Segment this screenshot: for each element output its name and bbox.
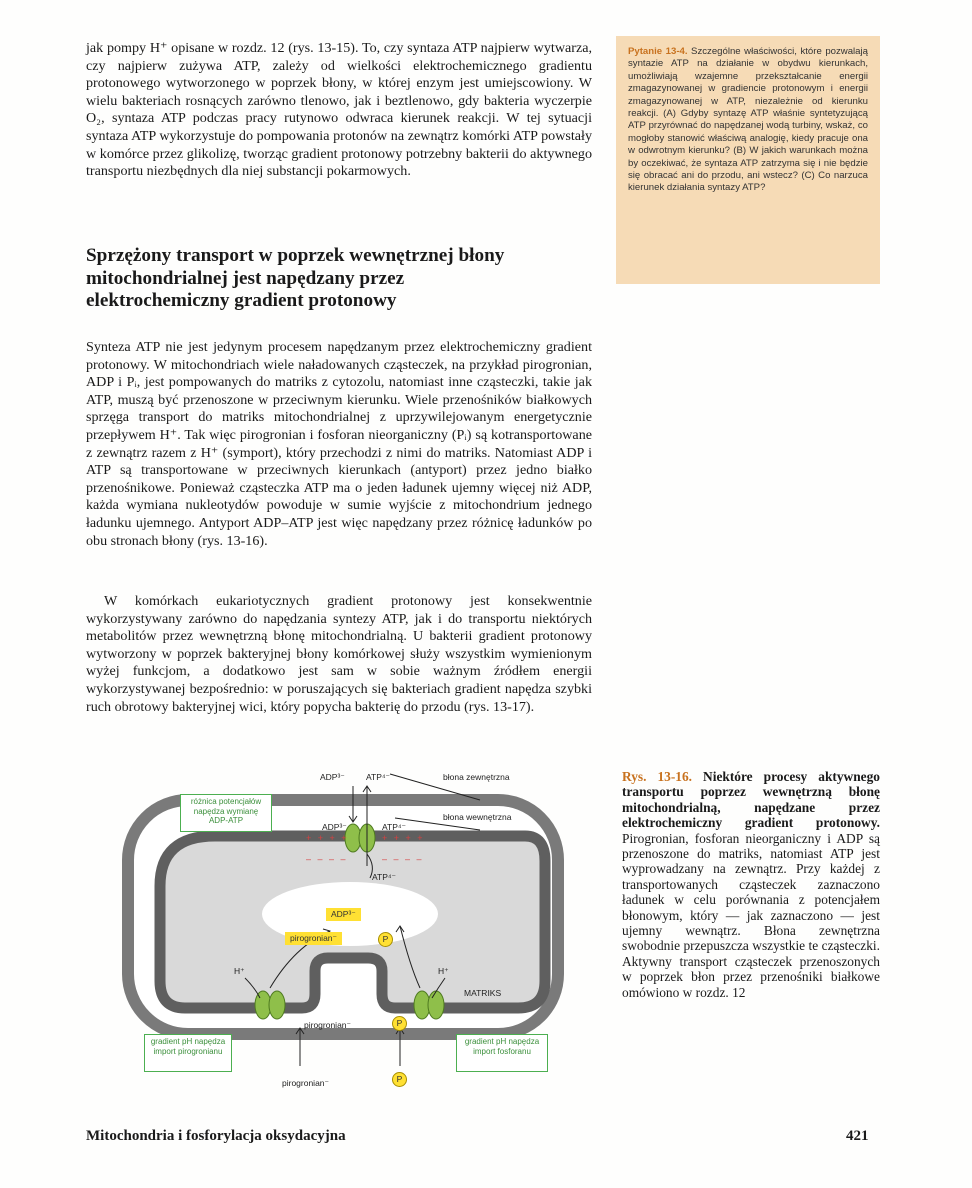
charge-difference-box: różnica potencjałów napędza wymianę ADP-ATP <box>180 794 272 832</box>
caption-label: Rys. 13-16. <box>622 769 693 784</box>
phosphate-circle-bottom: P <box>392 1072 407 1087</box>
minus-charges-left: – – – – <box>306 854 348 864</box>
phosphate-circle-mid: P <box>392 1016 407 1031</box>
atp-top-label: ATP⁴⁻ <box>366 772 391 782</box>
ph-gradient-pyruvate-box: gradient pH napędza import pirogronianu <box>144 1034 232 1072</box>
outer-membrane-label: błona zewnętrzna <box>443 772 510 782</box>
ph-gradient-phosphate-box: gradient pH napędza import fosforanu <box>456 1034 548 1072</box>
pyruvate-mid-label: pirogronian⁻ <box>304 1020 352 1030</box>
running-footer-title: Mitochondria i fosforylacja oksydacyjna <box>86 1128 346 1144</box>
question-label: Pytanie 13-4. <box>628 46 688 57</box>
question-box <box>616 36 880 284</box>
inner-membrane-label: błona wewnętrzna <box>443 812 512 822</box>
plus-charges-right: + + + + <box>382 833 425 843</box>
paragraph-2: Synteza ATP nie jest jedynym procesem napędzanym przez elektrochemiczny gradient protonowy. W mitochondriach wiele naładowanych cząsteczek, na przykład pirogronian, ADP i Pᵢ, jest pompowanych do matriks z cytozolu, natomiast inne cząsteczki, takie jak ATP, muszą być przenoszone w przeciwnym kierunku. Wiele przenośników białkowych sprzęga transport do matriks mitochondrialnej z uprzywilejowanym energetycznie przepływem H⁺. Tak więc pirogronian i fosforan nieorganiczny (Pᵢ) są kotransportowane z zewnątrz razem z H⁺ (symport), który przechodzi z nimi do matriks. Natomiast ADP i ATP są transportowane w przeciwnych kierunkach (antyport) przez jedno białko przenośnikowe. Ponieważ cząsteczka ATP ma o jeden ładunek ujemny więcej niż ADP, każda wymiana nukleotydów powoduje w sumie wyjście z mitochondrium jednego ładunku ujemnego. Antyport ADP–ATP jest więc napędzany przez różnicę ładunków po obu stronach błony (rys. 13-16). <box>86 339 592 549</box>
paragraph-1: jak pompy H⁺ opisane w rozdz. 12 (rys. 13-15). To, czy syntaza ATP najpierw wytwarza, czy najpierw zużywa ATP, zależy od wielkości elektrochemicznego gradientu protonowego wytworzonego w poprzek błony, w której enzym jest umiejscowiony. W wielu bakteriach rosnących zarówno tlenowo, jak i beztlenowo, gdy bakteria wyczerpie O₂, syntaza ATP podczas pracy rutynowo odwraca kierunek reakcji. W tej sytuacji syntaza ATP wykorzystuje do pompowania protonów na zewnątrz komórki ATP powstały w komórce przez glikolizę, tworząc gradient protonowy potrzebny bakterii do aktywnego transportu niezbędnych dla niej substancji pokarmowych. <box>86 40 592 180</box>
adp-mid-label: ADP³⁻ <box>322 822 347 832</box>
figure-caption <box>622 769 880 1000</box>
h-plus-right-label: H⁺ <box>438 966 449 976</box>
h-plus-left-label: H⁺ <box>234 966 245 976</box>
atp-mid-label: ATP⁴⁻ <box>382 822 407 832</box>
figure-13-16 <box>120 766 570 1106</box>
caption-text: Pirogronian, fosforan nieorganiczny i ADP są przenoszone do matriks, natomiast ATP jest wyprowadzany na zewnątrz. Przy każdej z transportowanych cząsteczek zaznaczono ładunek w celu porównania z potencjałem błonowym, który — jak zaznaczono — jest ujemny wewnątrz. Błona zewnętrzna swobodnie przepuszcza wszystkie te cząsteczki. Aktywny transport cząsteczek przenoszonych w poprzek błon przez przenośniki białkowe omówiono w rozdz. 12 <box>622 830 880 1000</box>
caption-title: Niektóre procesy aktywnego transportu poprzez wewnętrzną błonę mitochondrialną, napędzane przez elektrochemiczny gradient protonowy. <box>622 769 880 831</box>
matrix-label: MATRIKS <box>464 988 502 998</box>
minus-charges-right: – – – – <box>382 854 424 864</box>
adp-tag: ADP³⁻ <box>326 908 361 921</box>
phosphate-circle-inner: P <box>378 932 393 947</box>
question-text: Szczególne właściwości, które pozwalają syntazie ATP na działanie w obydwu kierunkach, umożliwiają wzajemne przekształcanie energii zmagazynowanej w gradiencie protonowym i energii zmagazynowanej w ATP, niezależnie od kierunku reakcji. (A) Gdyby syntazę ATP właśnie syntetyzującą ATP przyrównać do napędzanej wodą turbiny, wskaż, co mogłoby stanowić właściwą analogię, kiedy pracuje ona w odwrotnym kierunku? (B) W jakich warunkach można by oczekiwać, że syntaza ATP zatrzyma się i nie będzie się obracać ani do przodu, ani wstecz? (C) Co narzuca kierunek działania syntazy ATP? <box>628 46 868 194</box>
adp-top-label: ADP³⁻ <box>320 772 345 782</box>
plus-charges-left: + + + + <box>306 833 349 843</box>
section-heading: Sprzężony transport w poprzek wewnętrznej błony mitochondrialnej jest napędzany przez elektrochemiczny gradient protonowy <box>86 245 505 311</box>
atp-inner-label: ATP⁴⁻ <box>372 872 397 882</box>
pyruvate-tag: pirogronian⁻ <box>285 932 342 945</box>
paragraph-3: W komórkach eukariotycznych gradient protonowy jest konsekwentnie wykorzystywany zarówno do napędzania syntezy ATP, jak i do transportu niektórych metabolitów przez wewnętrzną błonę mitochondrialną. U bakterii gradient protonowy wytworzony w poprzek bakteryjnej błony komórkowej służy wszystkim wymienionym wyżej funkcjom, a dodatkowo jest sam w sobie ważnym źródłem energii wykorzystywanej bezpośrednio: w poruszających się bakteriach gradient napędza szybki ruch obrotowy bakteryjnej wici, który popycha bakterię do przodu (rys. 13-17). <box>86 593 592 715</box>
page-number: 421 <box>846 1128 869 1144</box>
pyruvate-bottom-label: pirogronian⁻ <box>282 1078 330 1088</box>
